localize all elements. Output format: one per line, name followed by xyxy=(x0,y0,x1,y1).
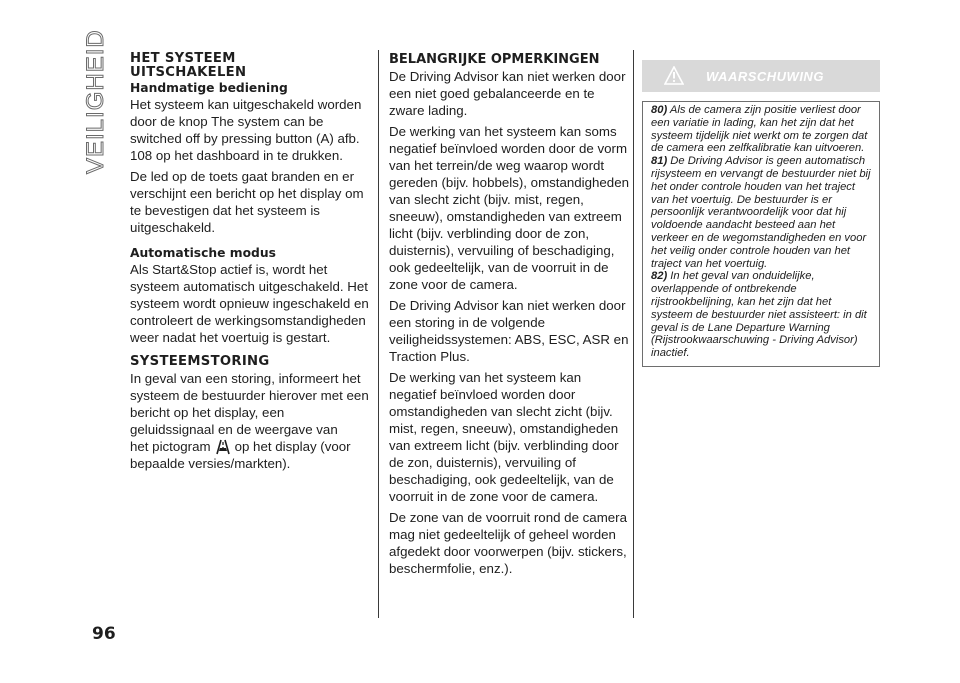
paragraph: De zone van de voorruit rond de camera mag niet gedeeltelijk of geheel worden afgedekt door voorwerpen (bijv. stickers, beschermfolie, enz.). xyxy=(389,510,627,576)
warning-title: WAARSCHUWING xyxy=(706,69,824,84)
warning-item-number: 80) xyxy=(651,104,668,116)
section-tab xyxy=(78,29,109,174)
section-heading xyxy=(130,52,370,80)
section-heading: BELANGRIJKE OPMERKINGEN xyxy=(389,52,600,67)
column-1 xyxy=(130,52,370,472)
warning-item xyxy=(651,155,873,270)
lane-departure-warning-icon xyxy=(214,438,232,455)
paragraph: De werking van het systeem kan negatief beïnvloed worden door omstandigheden van slecht zicht (bijv. mist, regen, sneeuw), omstandigheden van extreem licht (bijv. verblinding door de zon, duisternis), vervuiling of beschadiging, ook gedeeltelijk, van de voorruit in de zone voor de camera. xyxy=(389,370,619,504)
warning-item-text: In het geval van onduidelijke, overlappende of ontbrekende rijstrookbelijning, kan het zijn dat het systeem de bestuurder niet assisteert: in dit geval is de Lane Departure Warning (Rijstrookwaarschuwing - Driving Advisor) inactief. xyxy=(651,270,867,360)
paragraph: De werking van het systeem kan soms negatief beïnvloed worden door de vorm van het terrein/de weg waarop wordt gereden (bijv. hobbels), omstandigheden van slecht zicht (bijv. mist, regen, sneeuw), omstandigheden van extreem licht (bijv. verblinding door de zon, duisternis), vervuiling of beschadiging, ook gedeeltelijk, van de voorruit in de zone voor de camera. xyxy=(389,124,629,292)
heading-line: UITSCHAKELEN xyxy=(130,65,247,80)
section-tab-label: VEILIGHEID xyxy=(82,29,109,174)
warning-header xyxy=(642,60,880,92)
warning-item-text: Als de camera zijn positie verliest door een variatie in lading, kan het zijn dat het systeem tijdelijk niet werkt om te zorgen dat de camera een zelfkalibratie kan uitvoeren. xyxy=(651,104,868,155)
warning-item xyxy=(651,270,873,360)
warning-item-text: De Driving Advisor is geen automatisch rijsysteem en vervangt de bestuurder niet bij het onder controle houden van het traject van het voertuig. De bestuurder is er persoonlijk verantwoordelijk voor dat hij voldoende aandacht besteed aan het verkeer en de wegomstandigheden en voor het veilig onder controle houden van het traject van het voertuig. xyxy=(651,155,871,270)
paragraph: De Driving Advisor kan niet werken door een storing in de volgende veiligheidssystemen: ABS, ESC, ASR en Traction Plus. xyxy=(389,298,629,364)
warning-triangle-icon xyxy=(664,66,684,85)
warning-item xyxy=(651,104,873,155)
paragraph-text: het pictogram xyxy=(130,439,211,454)
paragraph-text: In geval van een storing, informeert het systeem de bestuurder hierover met een bericht op het display, een geluidssignaal en de weergave van xyxy=(130,371,369,437)
page-number: 96 xyxy=(92,624,116,644)
paragraph-text: bepaalde versies/markten). xyxy=(130,456,291,471)
paragraph: De Driving Advisor kan niet werken door een niet goed gebalanceerde en te zware lading. xyxy=(389,69,626,118)
paragraph: Als Start&Stop actief is, wordt het systeem automatisch uitgeschakeld. Het systeem wordt opnieuw ingeschakeld en controleert de werkingsomstandigheden weer nadat het voertuig is gestart. xyxy=(130,262,369,345)
paragraph-text: op het display (voor xyxy=(234,439,351,454)
column-divider xyxy=(633,50,634,618)
warning-item-number: 81) xyxy=(651,155,668,168)
column-2 xyxy=(389,52,629,581)
warning-item-number: 82) xyxy=(651,270,668,283)
section-heading: SYSTEEMSTORING xyxy=(130,354,270,369)
warning-box xyxy=(642,101,880,367)
paragraph xyxy=(130,370,370,472)
paragraph: De led op de toets gaat branden en er verschijnt een bericht op het display om te bevestigen dat het systeem is uitgeschakeld. xyxy=(130,169,364,235)
subheading: Handmatige bediening xyxy=(130,81,288,95)
paragraph: Het systeem kan uitgeschakeld worden door de knop The system can be switched off by pressing button (A) afb. 108 op het dashboard in te drukken. xyxy=(130,97,362,163)
warning-panel xyxy=(642,60,880,367)
heading-line: HET SYSTEEM xyxy=(130,51,236,66)
column-divider xyxy=(378,50,379,618)
subheading: Automatische modus xyxy=(130,246,276,260)
